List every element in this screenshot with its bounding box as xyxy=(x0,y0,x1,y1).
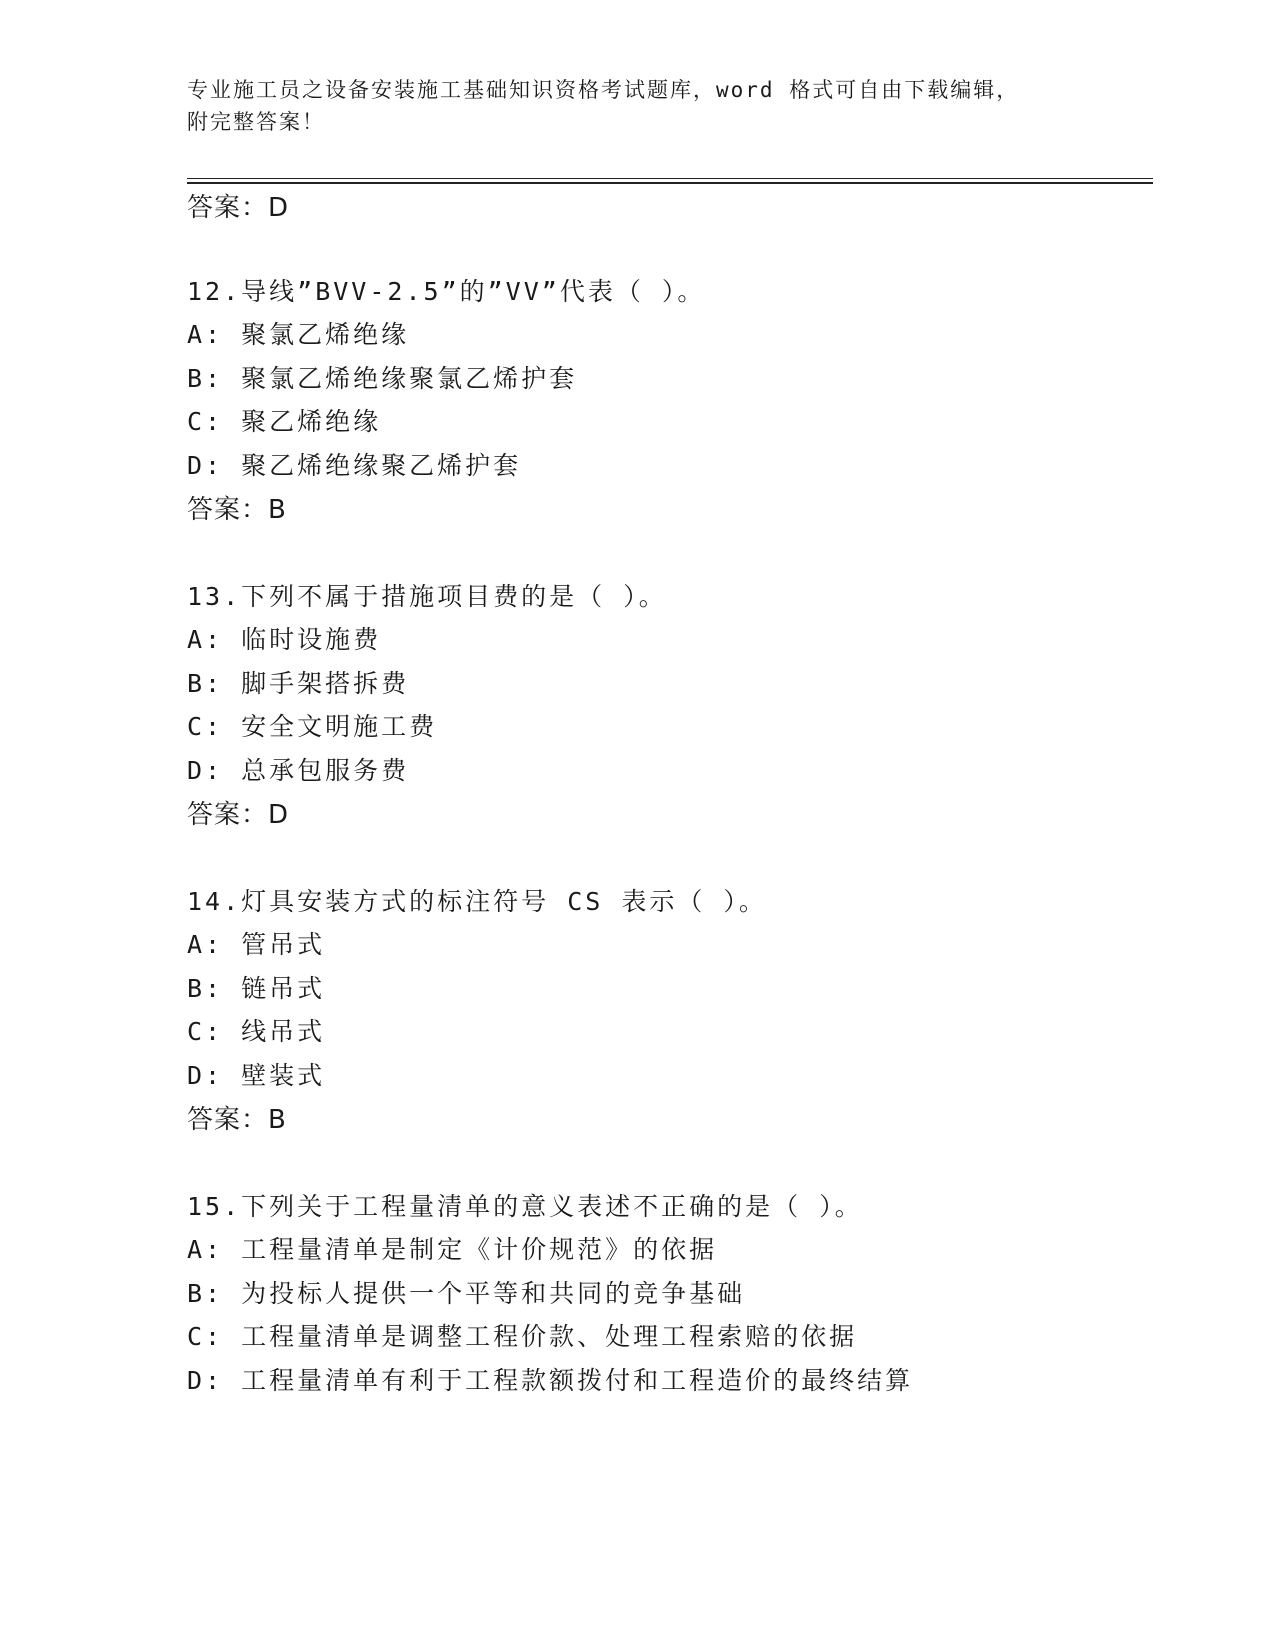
question-12-option-a: A: 聚氯乙烯绝缘 xyxy=(187,320,410,349)
question-12-option-c: C: 聚乙烯绝缘 xyxy=(187,407,382,436)
question-14-answer: 答案：B xyxy=(187,1105,287,1135)
header-line-1: 专业施工员之设备安装施工基础知识资格考试题库，word 格式可自由下载编辑， xyxy=(187,78,1020,102)
question-13-option-b: B: 脚手架搭拆费 xyxy=(187,669,410,698)
question-15-stem: 15.下列关于工程量清单的意义表述不正确的是（ ）。 xyxy=(187,1192,863,1221)
header-line-2: 附完整答案！ xyxy=(187,110,325,134)
question-12-option-b: B: 聚氯乙烯绝缘聚氯乙烯护套 xyxy=(187,364,578,393)
question-14-option-d: D: 壁装式 xyxy=(187,1061,326,1090)
question-13-option-c: C: 安全文明施工费 xyxy=(187,712,438,741)
question-12-option-d: D: 聚乙烯绝缘聚乙烯护套 xyxy=(187,451,522,480)
question-15-option-a: A: 工程量清单是制定《计价规范》的依据 xyxy=(187,1235,718,1264)
question-12-answer: 答案：B xyxy=(187,495,287,525)
question-13-stem: 13.下列不属于措施项目费的是（ ）。 xyxy=(187,582,667,611)
question-14-option-c: C: 线吊式 xyxy=(187,1017,326,1046)
question-15-option-c: C: 工程量清单是调整工程价款、处理工程索赔的依据 xyxy=(187,1322,858,1351)
question-13-option-a: A: 临时设施费 xyxy=(187,625,382,654)
question-13-answer: 答案：D xyxy=(187,800,290,830)
question-13-option-d: D: 总承包服务费 xyxy=(187,756,410,785)
header-divider-thick xyxy=(187,182,1153,184)
question-14-option-b: B: 链吊式 xyxy=(187,974,326,1003)
answer-previous: 答案：D xyxy=(187,193,290,223)
question-15-option-b: B: 为投标人提供一个平等和共同的竞争基础 xyxy=(187,1279,746,1308)
question-12-stem: 12.导线”BVV-2.5”的”VV”代表（ ）。 xyxy=(187,277,706,306)
header-divider-thin xyxy=(187,178,1153,179)
question-15-option-d: D: 工程量清单有利于工程款额拨付和工程造价的最终结算 xyxy=(187,1366,914,1395)
question-14-stem: 14.灯具安装方式的标注符号 CS 表示（ ）。 xyxy=(187,887,767,916)
document-header xyxy=(187,74,1067,138)
question-14-option-a: A: 管吊式 xyxy=(187,930,326,959)
